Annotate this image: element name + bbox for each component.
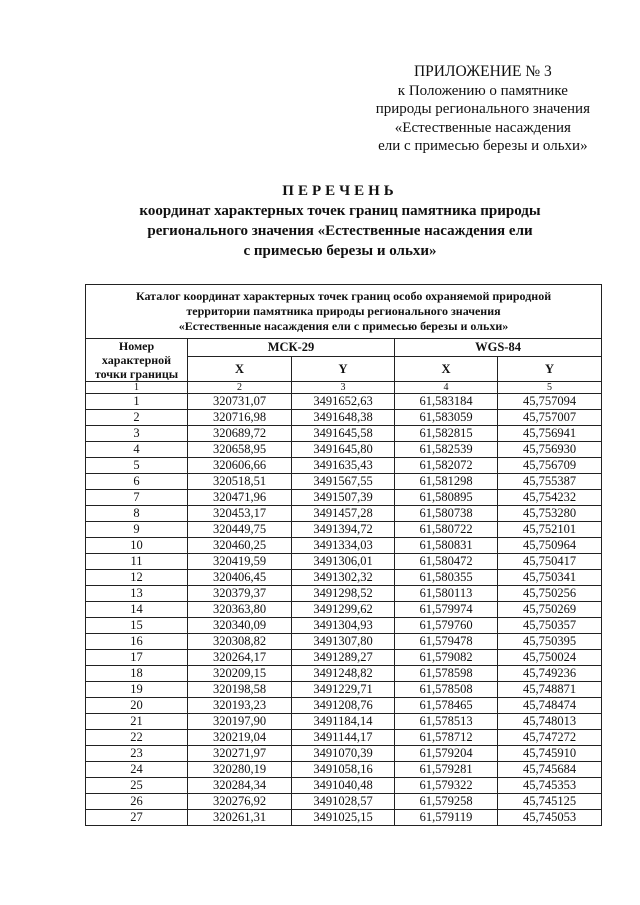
column-number: 3 <box>292 382 395 394</box>
point-number-cell: 3 <box>86 426 188 442</box>
point-number-cell: 23 <box>86 746 188 762</box>
point-number-cell: 6 <box>86 474 188 490</box>
table-row <box>86 538 602 554</box>
msk-x-cell: 320658,95 <box>188 442 292 458</box>
wgs-x-cell: 61,579082 <box>395 650 498 666</box>
msk-x-cell: 320340,09 <box>188 618 292 634</box>
table-row <box>86 618 602 634</box>
wgs-x-cell: 61,578508 <box>395 682 498 698</box>
msk-y-cell: 3491652,63 <box>292 394 395 410</box>
msk-y-cell: 3491507,39 <box>292 490 395 506</box>
wgs-y-header: Y <box>498 357 602 382</box>
table-row <box>86 474 602 490</box>
appendix-line: «Естественные насаждения <box>394 119 571 136</box>
wgs-y-cell: 45,745053 <box>498 810 602 826</box>
msk-y-cell: 3491144,17 <box>292 730 395 746</box>
table-row <box>86 810 602 826</box>
wgs-x-cell: 61,582815 <box>395 426 498 442</box>
point-number-cell: 27 <box>86 810 188 826</box>
heading-line: регионального значения «Естественные насаждения ели <box>147 223 533 239</box>
wgs-x-cell: 61,580113 <box>395 586 498 602</box>
table-row <box>86 746 602 762</box>
msk-x-cell: 320419,59 <box>188 554 292 570</box>
msk-y-cell: 3491334,03 <box>292 538 395 554</box>
msk-x-cell: 320280,19 <box>188 762 292 778</box>
coordinates-table <box>85 284 602 826</box>
msk-y-cell: 3491635,43 <box>292 458 395 474</box>
wgs-x-cell: 61,580722 <box>395 522 498 538</box>
point-number-cell: 1 <box>86 394 188 410</box>
msk-y-cell: 3491248,82 <box>292 666 395 682</box>
msk-y-cell: 3491299,62 <box>292 602 395 618</box>
point-number-cell: 24 <box>86 762 188 778</box>
table-row <box>86 634 602 650</box>
wgs-y-cell: 45,745910 <box>498 746 602 762</box>
wgs84-header: WGS-84 <box>395 339 602 357</box>
msk-x-cell: 320219,04 <box>188 730 292 746</box>
table-row <box>86 778 602 794</box>
wgs-x-cell: 61,578598 <box>395 666 498 682</box>
msk-y-cell: 3491028,57 <box>292 794 395 810</box>
point-number-cell: 8 <box>86 506 188 522</box>
wgs-x-cell: 61,579760 <box>395 618 498 634</box>
table-row <box>86 586 602 602</box>
msk-x-cell: 320518,51 <box>188 474 292 490</box>
table-row <box>86 602 602 618</box>
wgs-x-cell: 61,580472 <box>395 554 498 570</box>
point-number-cell: 18 <box>86 666 188 682</box>
wgs-y-cell: 45,750269 <box>498 602 602 618</box>
wgs-y-cell: 45,748474 <box>498 698 602 714</box>
point-number-cell: 4 <box>86 442 188 458</box>
msk-x-cell: 320198,58 <box>188 682 292 698</box>
msk-x-header: X <box>188 357 292 382</box>
wgs-x-cell: 61,578712 <box>395 730 498 746</box>
msk-x-cell: 320689,72 <box>188 426 292 442</box>
table-row <box>86 394 602 410</box>
table-row <box>86 554 602 570</box>
wgs-y-cell: 45,750357 <box>498 618 602 634</box>
wgs-y-cell: 45,748871 <box>498 682 602 698</box>
table-row <box>86 682 602 698</box>
point-number-cell: 7 <box>86 490 188 506</box>
wgs-y-cell: 45,750341 <box>498 570 602 586</box>
table-row <box>86 442 602 458</box>
point-number-cell: 20 <box>86 698 188 714</box>
wgs-x-cell: 61,579204 <box>395 746 498 762</box>
point-number-cell: 2 <box>86 410 188 426</box>
heading-line: координат характерных точек границ памятника природы <box>139 203 541 219</box>
wgs-y-cell: 45,748013 <box>498 714 602 730</box>
wgs-x-cell: 61,580738 <box>395 506 498 522</box>
point-number-cell: 21 <box>86 714 188 730</box>
point-number-cell: 5 <box>86 458 188 474</box>
table-row <box>86 522 602 538</box>
msk-x-cell: 320731,07 <box>188 394 292 410</box>
table-row <box>86 762 602 778</box>
wgs-x-cell: 61,579119 <box>395 810 498 826</box>
wgs-y-cell: 45,757007 <box>498 410 602 426</box>
msk-x-cell: 320276,92 <box>188 794 292 810</box>
msk-x-cell: 320406,45 <box>188 570 292 586</box>
msk-y-cell: 3491304,93 <box>292 618 395 634</box>
wgs-y-cell: 45,750964 <box>498 538 602 554</box>
point-number-cell: 15 <box>86 618 188 634</box>
column-number: 1 <box>86 382 188 394</box>
wgs-y-cell: 45,750024 <box>498 650 602 666</box>
msk-y-cell: 3491298,52 <box>292 586 395 602</box>
wgs-x-cell: 61,578513 <box>395 714 498 730</box>
wgs-x-header: X <box>395 357 498 382</box>
wgs-x-cell: 61,580895 <box>395 490 498 506</box>
column-number: 2 <box>188 382 292 394</box>
point-number-header: Номер характерной точки границы <box>86 339 188 382</box>
msk-y-cell: 3491229,71 <box>292 682 395 698</box>
msk-x-cell: 320471,96 <box>188 490 292 506</box>
msk-y-cell: 3491645,80 <box>292 442 395 458</box>
wgs-y-cell: 45,752101 <box>498 522 602 538</box>
msk-x-cell: 320716,98 <box>188 410 292 426</box>
msk-y-cell: 3491208,76 <box>292 698 395 714</box>
point-number-cell: 26 <box>86 794 188 810</box>
wgs-y-cell: 45,757094 <box>498 394 602 410</box>
appendix-line: ели с примесью березы и ольхи» <box>378 138 588 155</box>
column-number: 5 <box>498 382 602 394</box>
msk-y-cell: 3491184,14 <box>292 714 395 730</box>
heading-line: с примесью березы и ольхи» <box>243 243 437 259</box>
table-row <box>86 458 602 474</box>
msk-y-cell: 3491457,28 <box>292 506 395 522</box>
wgs-x-cell: 61,579258 <box>395 794 498 810</box>
msk-x-cell: 320261,31 <box>188 810 292 826</box>
wgs-y-cell: 45,756941 <box>498 426 602 442</box>
msk-x-cell: 320449,75 <box>188 522 292 538</box>
wgs-y-cell: 45,750417 <box>498 554 602 570</box>
wgs-y-cell: 45,755387 <box>498 474 602 490</box>
column-number: 4 <box>395 382 498 394</box>
msk-x-cell: 320308,82 <box>188 634 292 650</box>
wgs-x-cell: 61,579478 <box>395 634 498 650</box>
point-number-cell: 14 <box>86 602 188 618</box>
point-number-cell: 19 <box>86 682 188 698</box>
table-row <box>86 426 602 442</box>
msk-y-cell: 3491070,39 <box>292 746 395 762</box>
wgs-y-cell: 45,750395 <box>498 634 602 650</box>
wgs-y-cell: 45,753280 <box>498 506 602 522</box>
point-number-cell: 13 <box>86 586 188 602</box>
table-row <box>86 794 602 810</box>
appendix-block <box>376 63 590 156</box>
msk-x-cell: 320606,66 <box>188 458 292 474</box>
wgs-y-cell: 45,754232 <box>498 490 602 506</box>
msk-y-cell: 3491645,58 <box>292 426 395 442</box>
wgs-y-cell: 45,745125 <box>498 794 602 810</box>
msk-x-cell: 320264,17 <box>188 650 292 666</box>
point-number-cell: 25 <box>86 778 188 794</box>
msk-y-cell: 3491025,15 <box>292 810 395 826</box>
msk-y-cell: 3491302,32 <box>292 570 395 586</box>
appendix-line: природы регионального значения <box>375 101 590 118</box>
wgs-x-cell: 61,579281 <box>395 762 498 778</box>
document-heading <box>0 181 640 261</box>
msk-x-cell: 320197,90 <box>188 714 292 730</box>
msk-x-cell: 320271,97 <box>188 746 292 762</box>
wgs-y-cell: 45,745353 <box>498 778 602 794</box>
msk-x-cell: 320193,23 <box>188 698 292 714</box>
msk-x-cell: 320209,15 <box>188 666 292 682</box>
msk-x-cell: 320284,34 <box>188 778 292 794</box>
msk-x-cell: 320379,37 <box>188 586 292 602</box>
appendix-title: ПРИЛОЖЕНИЕ № 3 <box>413 63 552 80</box>
table-row <box>86 490 602 506</box>
table-row <box>86 410 602 426</box>
wgs-x-cell: 61,582072 <box>395 458 498 474</box>
table-caption: Каталог координат характерных точек границ особо охраняемой природной территории памятника природы регионального значения «Естественные насаждения ели с примесью березы и ольхи» <box>86 285 602 339</box>
table-row <box>86 666 602 682</box>
msk29-header: МСК-29 <box>188 339 395 357</box>
wgs-y-cell: 45,747272 <box>498 730 602 746</box>
table-row <box>86 506 602 522</box>
msk-y-cell: 3491289,27 <box>292 650 395 666</box>
wgs-x-cell: 61,580355 <box>395 570 498 586</box>
wgs-y-cell: 45,749236 <box>498 666 602 682</box>
msk-x-cell: 320460,25 <box>188 538 292 554</box>
table-row <box>86 714 602 730</box>
point-number-cell: 10 <box>86 538 188 554</box>
msk-y-cell: 3491058,16 <box>292 762 395 778</box>
wgs-y-cell: 45,756709 <box>498 458 602 474</box>
wgs-x-cell: 61,579974 <box>395 602 498 618</box>
wgs-x-cell: 61,583059 <box>395 410 498 426</box>
table-row <box>86 698 602 714</box>
msk-y-cell: 3491648,38 <box>292 410 395 426</box>
wgs-x-cell: 61,580831 <box>395 538 498 554</box>
point-number-cell: 22 <box>86 730 188 746</box>
point-number-cell: 17 <box>86 650 188 666</box>
wgs-x-cell: 61,578465 <box>395 698 498 714</box>
wgs-y-cell: 45,756930 <box>498 442 602 458</box>
point-number-cell: 16 <box>86 634 188 650</box>
appendix-line: к Положению о памятнике <box>397 82 568 99</box>
msk-y-cell: 3491040,48 <box>292 778 395 794</box>
table-row <box>86 650 602 666</box>
wgs-y-cell: 45,745684 <box>498 762 602 778</box>
wgs-y-cell: 45,750256 <box>498 586 602 602</box>
table-row <box>86 730 602 746</box>
msk-y-header: Y <box>292 357 395 382</box>
wgs-x-cell: 61,583184 <box>395 394 498 410</box>
heading-title: ПЕРЕЧЕНЬ <box>282 183 398 199</box>
wgs-x-cell: 61,581298 <box>395 474 498 490</box>
msk-x-cell: 320453,17 <box>188 506 292 522</box>
wgs-x-cell: 61,582539 <box>395 442 498 458</box>
msk-x-cell: 320363,80 <box>188 602 292 618</box>
point-number-cell: 12 <box>86 570 188 586</box>
msk-y-cell: 3491307,80 <box>292 634 395 650</box>
wgs-x-cell: 61,579322 <box>395 778 498 794</box>
msk-y-cell: 3491567,55 <box>292 474 395 490</box>
table-row <box>86 570 602 586</box>
point-number-cell: 11 <box>86 554 188 570</box>
point-number-cell: 9 <box>86 522 188 538</box>
msk-y-cell: 3491306,01 <box>292 554 395 570</box>
msk-y-cell: 3491394,72 <box>292 522 395 538</box>
